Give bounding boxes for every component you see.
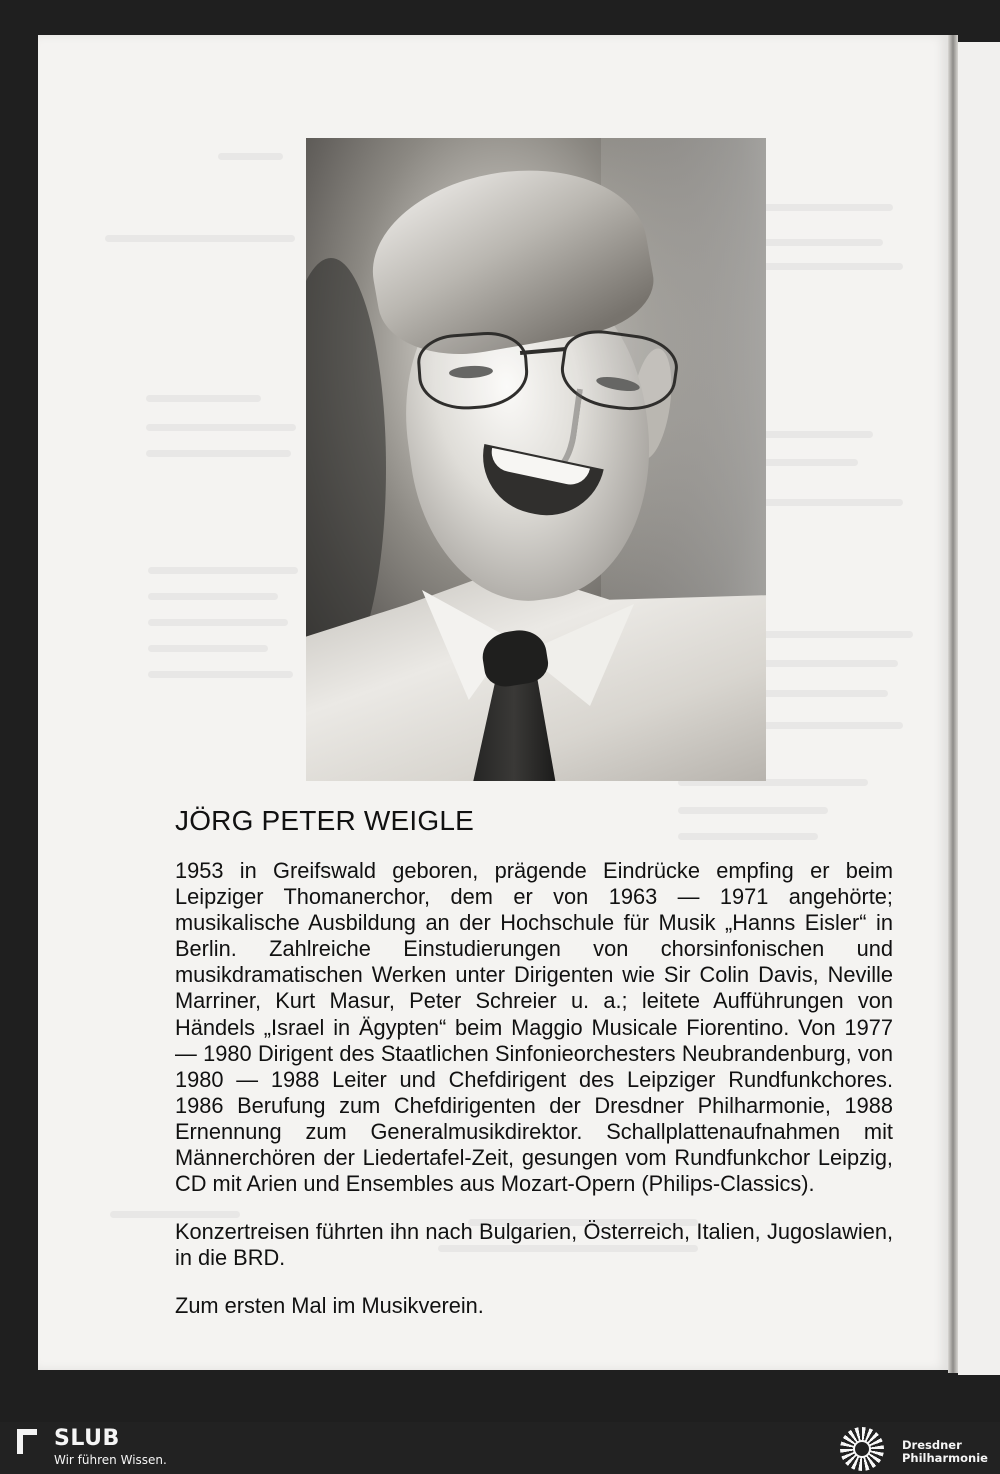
dresdner-philharmonie-logo-icon (840, 1427, 884, 1471)
closing-text: Zum ersten Mal im Musikverein. (175, 1293, 484, 1318)
page-title: JÖRG PETER WEIGLE (175, 805, 474, 836)
footer-bar (0, 1422, 1000, 1474)
biography-section (175, 801, 893, 1341)
slub-logo-text: SLUB (54, 1426, 120, 1451)
slub-logo-icon (17, 1429, 37, 1454)
dresdner-philharmonie-logo-text: Dresdner Philharmonie (902, 1438, 988, 1465)
biography-text: 1953 in Greifswald geboren, prägende Eindrücke empfing er beim Leipziger Thomanerchor, dem er von 1963 — 1971 angehörte; musikalische Ausbildung an der Hochschule für Musik „Hanns Eisler“ in Berlin. Zahlreiche Einstudierungen von chorsinfonischen und musikdramatischen Werken unter Dirigenten wie Sir Colin Davis, Neville Marriner, Kurt Masur, Peter Schreier u. a.; leitete Aufführungen von Händels „Israel in Ägypten“ beim Maggio Musicale Fiorentino. Von 1977 — 1980 Dirigent des Staatlichen Sinfonieorchesters Neubrandenburg, von 1980 — 1988 Leiter und Chefdirigent des Leipziger Rundfunkchores. 1986 Berufung zum Chefdirigenten der Dresdner Philharmonie, 1988 Ernennung zum Generalmusikdirektor. Schallplattenaufnahmen mit Männerchören der Liedertafel-Zeit, gesungen vom Rundfunkchor Leipzig, CD mit Arien und Ensembles aus Mozart-Opern (Philips-Classics). (175, 858, 893, 1197)
adjacent-page-edge (958, 42, 1000, 1375)
portrait-photo (306, 138, 766, 781)
slub-tagline: Wir führen Wissen. (54, 1453, 167, 1467)
page-fold (948, 35, 958, 1373)
program-page (38, 35, 948, 1370)
concert-tours-text: Konzertreisen führten ihn nach Bulgarien, Österreich, Italien, Jugoslawien, in die BRD. (175, 1219, 893, 1271)
